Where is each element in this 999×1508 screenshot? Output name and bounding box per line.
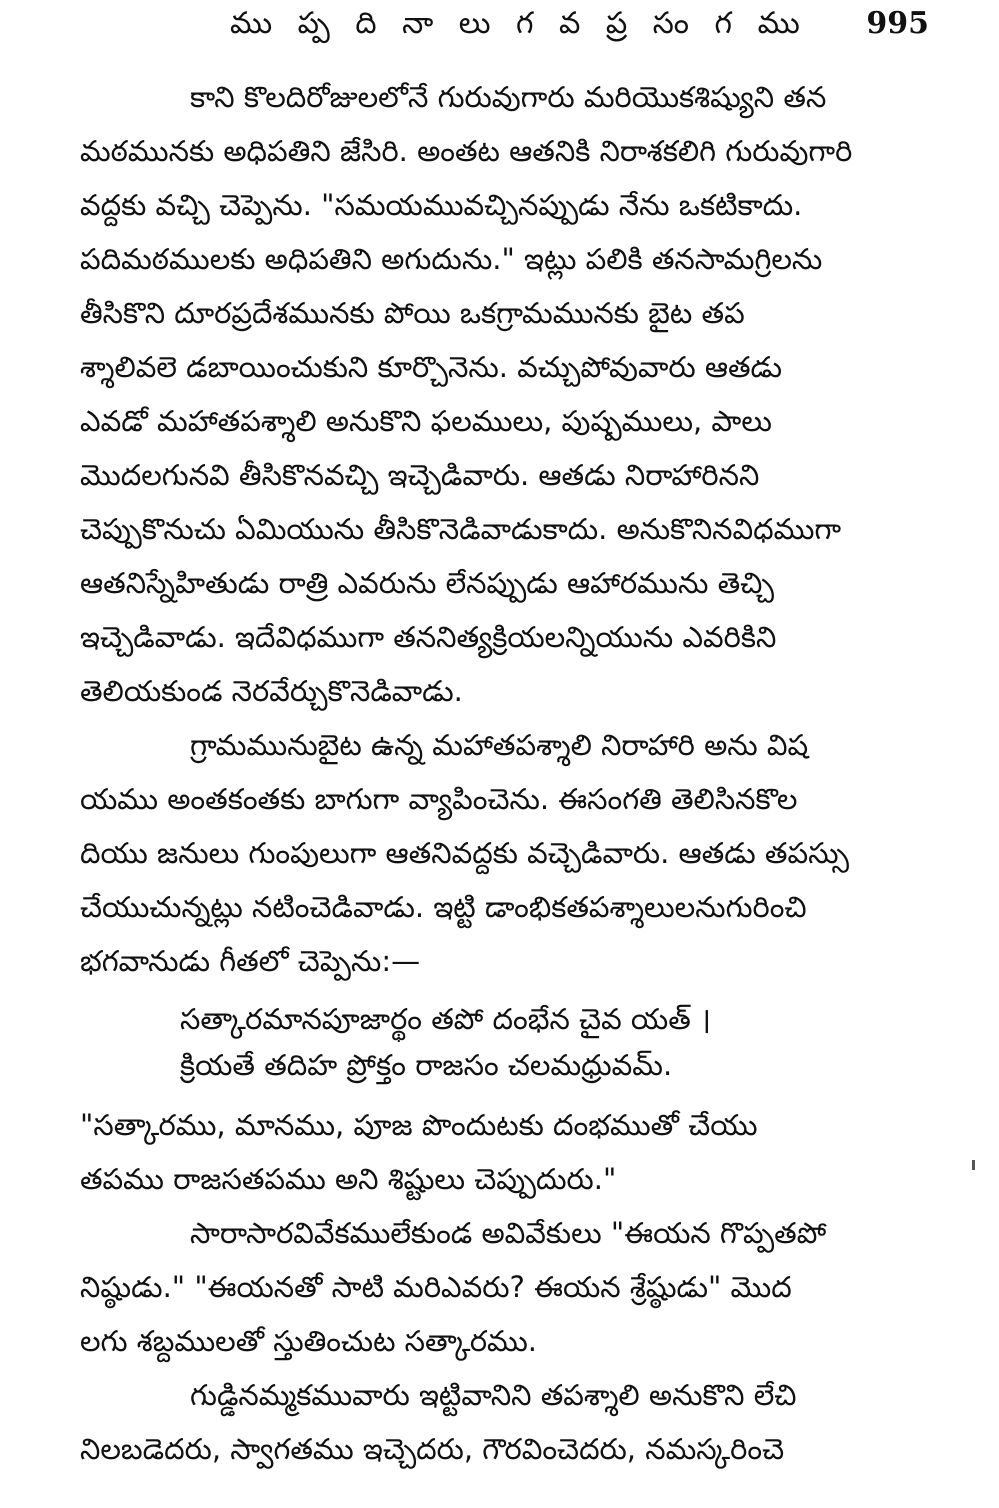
running-title: ము ప్ప ది నా లు గ వ ప్ర సం గ ము <box>230 6 808 41</box>
paragraph-2 <box>80 718 930 988</box>
text-line: ఎవడో మహాతపశ్శాలి అనుకొని ఫలములు, పుష్పములు, పాలు <box>80 404 772 438</box>
page-number: 995 <box>866 6 929 41</box>
text-line: కాని కొలదిరోజులలోనే గురువుగారు మరియొకశిష్యుని తన <box>190 80 827 114</box>
text-line: పదిమఠములకు అధిపతిని అగుదును." ఇట్లు పలికి తనసామగ్రిలను <box>80 242 823 276</box>
text-line: భగవానుడు గీతలో చెప్పెను:— <box>80 944 421 978</box>
text-line: "సత్కారము, మానము, పూజ పొందుటకు దంభముతో చేయు <box>80 1108 758 1142</box>
margin-speck <box>972 1160 975 1170</box>
text-line: వద్దకు వచ్చి చెప్పెను. "సమయమువచ్చినప్పుడు నేను ఒకటికాదు. <box>80 188 803 222</box>
page-body <box>80 70 930 1476</box>
text-line: దియు జనులు గుంపులుగా ఆతనివద్దకు వచ్చెడివారు. ఆతడు తపస్సు <box>80 836 849 870</box>
text-line: నిలబడెదరు, స్వాగతము ఇచ్చెదరు, గౌరవించెదరు, నమస్కరించె <box>80 1432 785 1466</box>
page-header <box>80 6 929 46</box>
text-line: లగు శబ్దములతో స్తుతించుట సత్కారము. <box>80 1324 537 1358</box>
text-line: మొదలగునవి తీసికొనవచ్చి ఇచ్చెడివారు. ఆతడు నిరాహారినని <box>80 458 760 492</box>
text-line: తపము రాజసతపము అని శిష్టులు చెప్పుదురు." <box>80 1162 617 1196</box>
text-line: నిష్ఠుడు." "ఈయనతో సాటి మరిఎవరు? ఈయన శ్రేష్ఠుడు" మొద <box>80 1270 792 1304</box>
paragraph-4 <box>80 1368 930 1476</box>
text-line: సారాసారవివేకములేకుండ అవివేకులు "ఈయన గొప్పతపో <box>190 1216 827 1250</box>
verse-translation <box>80 1098 930 1206</box>
text-line: చెప్పుకొనుచు ఏమియును తీసికొనెడివాడుకాదు. అనుకొనినవిధముగా <box>80 512 842 546</box>
text-line: ఆతనిస్నేహితుడు రాత్రి ఎవరును లేనప్పుడు ఆహారమును తెచ్చి <box>80 566 774 600</box>
text-line: గుడ్డినమ్మకమువారు ఇట్టివానిని తపశ్శాలి అనుకొని లేచి <box>190 1378 797 1412</box>
text-line: మఠమునకు అధిపతిని జేసిరి. అంతట ఆతనికి నిరాశకలిగి గురువుగారి <box>80 134 853 168</box>
verse-line: క్రియతే తదిహ ప్రోక్తం రాజసం చలమధ్రువమ్. <box>180 1048 673 1082</box>
text-line: శ్శాలివలె డబాయించుకుని కూర్చొనెను. వచ్చుపోవువారు ఆతడు <box>80 350 783 384</box>
verse-block <box>80 996 930 1088</box>
text-line: యము అంతకంతకు బాగుగా వ్యాపించెను. ఈసంగతి తెలిసినకొల <box>80 782 798 816</box>
verse-line: సత్కారమానపూజార్థం తపో దంభేన చైవ యత్ । <box>180 1002 711 1036</box>
text-line: గ్రామమునుబైట ఉన్న మహాతపశ్శాలి నిరాహారి అను విష <box>190 728 809 762</box>
text-line: చేయుచున్నట్లు నటించెడివాడు. ఇట్టి డాంభికతపశ్శాలులనుగురించి <box>80 890 807 924</box>
paragraph-3 <box>80 1206 930 1368</box>
text-line: తెలియకుండ నెరవేర్చుకొనెడివాడు. <box>80 674 463 708</box>
text-line: తీసికొని దూరప్రదేశమునకు పోయి ఒకగ్రామమునకు బైట తప <box>80 296 745 330</box>
paragraph-1 <box>80 70 930 718</box>
text-line: ఇచ్చెడివాడు. ఇదేవిధముగా తననిత్యక్రియలన్నియును ఎవరికిని <box>80 620 777 654</box>
